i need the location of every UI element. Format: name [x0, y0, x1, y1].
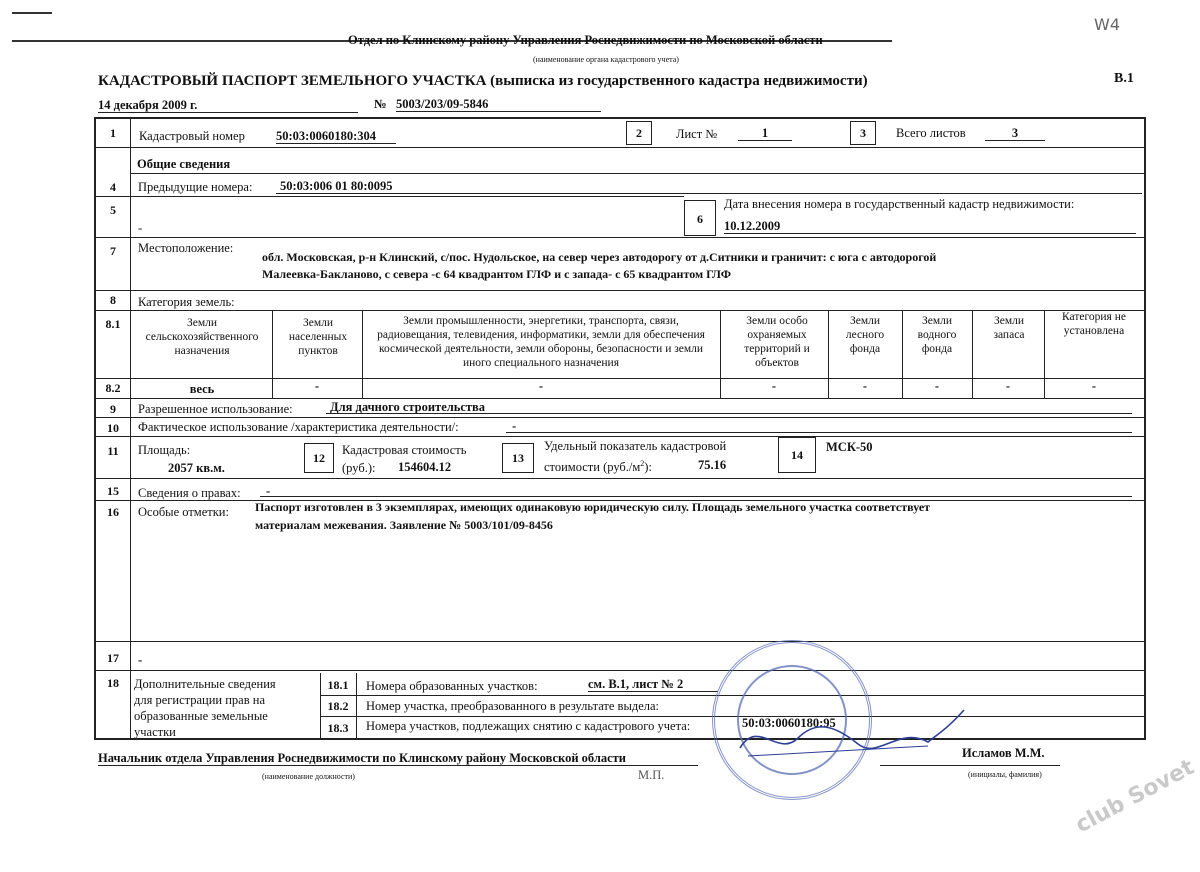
name-caption: (инициалы, фамилия) — [968, 770, 1042, 779]
row-divider — [94, 290, 1146, 291]
category-header-forest: Земли лесного фонда — [845, 315, 885, 355]
previous-numbers-label: Предыдущие номера: — [138, 180, 253, 194]
corner-mark: W4 — [1094, 15, 1120, 34]
underline — [276, 193, 1142, 194]
area-value: 2057 кв.м. — [168, 461, 225, 475]
category-value-agricultural: весь — [189, 382, 215, 396]
category-header-reserve: Земли запаса — [993, 315, 1025, 341]
category-value-reserve: - — [1005, 379, 1011, 393]
previous-numbers: 50:03:006 01 80:0095 — [280, 179, 393, 193]
category-header-agricultural: Земли сельскохозяйственного назначения — [145, 317, 259, 357]
location-line-1: обл. Московская, р-н Клинский, с/пос. Нудольское, на север через автодорогу от д.Ситники и граничит: с юга с автодорогой — [262, 250, 937, 264]
row-divider — [130, 173, 1146, 174]
category-value-water: - — [934, 379, 940, 393]
unit-value: 75.16 — [698, 458, 727, 472]
category-value-unset: - — [1091, 379, 1097, 393]
row-divider — [94, 478, 1146, 479]
row-divider — [94, 641, 1146, 642]
document-date: 14 декабря 2009 г. — [98, 98, 358, 113]
row5-value: - — [138, 221, 143, 235]
additional-info-line-2: для регистрации прав на — [134, 693, 265, 707]
unit-value-unit — [544, 457, 652, 474]
special-notes-line-2: материалам межевания. Заявление № 5003/101/09-8456 — [255, 518, 553, 532]
row-number-8-2: 8.2 — [105, 381, 121, 395]
seal-place-mark: М.П. — [638, 768, 665, 782]
additional-info-line-4: участки — [134, 725, 176, 739]
row-divider — [94, 398, 1146, 399]
row-number-11: 11 — [107, 444, 119, 458]
position-caption: (наименование должности) — [262, 772, 355, 781]
row-number-8-1: 8.1 — [105, 317, 121, 331]
cadastral-value: 154604.12 — [398, 460, 452, 474]
row-divider — [94, 436, 1146, 437]
name-underline — [880, 765, 1060, 766]
row-number-17: 17 — [107, 651, 119, 665]
row-number-13: 13 — [502, 443, 534, 473]
special-notes-line-1: Паспорт изготовлен в 3 экземплярах, имеющих одинаковую юридическую силу. Площадь земельного участка соответствует — [255, 500, 931, 514]
row-number-7: 7 — [110, 244, 116, 258]
category-header-settlements: Земли населенных пунктов — [288, 317, 348, 357]
transformed-parcel-label: Номер участка, преобразованного в результате выдела: — [366, 699, 660, 713]
permitted-use-label: Разрешенное использование: — [138, 402, 293, 416]
formed-parcels-label: Номера образованных участков: — [366, 679, 538, 693]
rights-label: Сведения о правах: — [138, 486, 241, 500]
row-number-5: 5 — [110, 203, 116, 217]
document-number: 5003/203/09-5846 — [396, 97, 601, 112]
signature — [728, 708, 968, 768]
cadastral-value-unit: (руб.): — [342, 461, 376, 475]
row-number-9: 9 — [110, 402, 116, 416]
rights-value: - — [266, 484, 271, 498]
unit-value-unit-power: 2 — [640, 459, 645, 468]
page-title: КАДАСТРОВЫЙ ПАСПОРТ ЗЕМЕЛЬНОГО УЧАСТКА (выписка из государственного кадастра недвижимости) — [98, 73, 868, 89]
row17-value: - — [138, 653, 143, 667]
actual-use-label: Фактическое использование /характеристика деятельности/: — [138, 420, 459, 434]
unit-value-unit-text: стоимости (руб./м — [544, 460, 641, 475]
category-header-water: Земли водного фонда — [917, 315, 957, 355]
category-header-protected: Земли особо охраняемых территорий и объектов — [744, 315, 810, 369]
row-number-18-3: 18.3 — [327, 721, 349, 735]
unit-value-unit-close: ): — [644, 460, 652, 475]
signer-name: Исламов М.М. — [962, 746, 1045, 760]
location-label: Местоположение: — [138, 241, 234, 255]
land-category-label: Категория земель: — [138, 295, 235, 309]
coordinate-system: МСК-50 — [826, 440, 873, 454]
row-divider — [94, 670, 1146, 671]
cadastral-value-label: Кадастровая стоимость — [342, 443, 467, 457]
row-number-10: 10 — [107, 421, 119, 435]
row-divider — [94, 196, 684, 197]
cell-divider — [356, 673, 357, 740]
unit-value-label: Удельный показатель кадастровой — [544, 439, 727, 453]
removed-parcels-label: Номера участков, подлежащих снятию с кадастрового учета: — [366, 719, 691, 733]
registration-date: 10.12.2009 — [724, 219, 1136, 234]
row-number-18: 18 — [107, 676, 119, 690]
row-number-8: 8 — [110, 293, 116, 307]
additional-info-line-1: Дополнительные сведения — [134, 677, 276, 691]
underline — [326, 413, 1132, 414]
cadastral-number-label: Кадастровый номер — [139, 129, 245, 143]
authority-caption: (наименование органа кадастрового учета) — [533, 55, 679, 64]
underline — [260, 496, 1132, 497]
category-value-industry: - — [538, 379, 544, 393]
total-sheets-label: Всего листов — [896, 126, 966, 140]
row-number-18-1: 18.1 — [327, 678, 349, 692]
category-header-unset: Категория не установлена — [1062, 311, 1126, 337]
row-divider — [94, 237, 1146, 238]
formed-parcels-value: см. В.1, лист № 2 — [588, 677, 718, 692]
form-code: В.1 — [1114, 71, 1134, 86]
row-number-15: 15 — [107, 484, 119, 498]
category-header-industry: Земли промышленности, энергетики, транспорта, связи, радиовещания, телевидения, информатики, земли для обеспечения космической деятельности, земли обороны, безопасности и земли иного специального назначения — [377, 315, 705, 369]
authority-name: Отдел по Клинскому району Управления Роснедвижимости по Московской области — [348, 33, 823, 47]
watermark-logo: club Sovet — [1071, 754, 1199, 839]
row-number-2: 2 — [626, 121, 652, 145]
row-divider — [94, 417, 1146, 418]
row-number-14: 14 — [778, 437, 816, 473]
row-divider — [94, 310, 1146, 311]
category-value-protected: - — [771, 379, 777, 393]
row-number-12: 12 — [304, 443, 334, 473]
total-sheets: 3 — [985, 126, 1045, 141]
category-value-settlements: - — [314, 379, 320, 393]
number-label: № — [374, 97, 387, 111]
area-label: Площадь: — [138, 443, 191, 457]
category-value-forest: - — [862, 379, 868, 393]
additional-info-line-3: образованные земельные — [134, 709, 268, 723]
row-divider — [94, 147, 1146, 148]
special-notes-label: Особые отметки: — [138, 505, 229, 519]
row-number-6: 6 — [684, 200, 716, 236]
cadastral-number: 50:03:0060180:304 — [276, 129, 396, 144]
row-number-1: 1 — [110, 126, 116, 140]
registration-date-label: Дата внесения номера в государственный кадастр недвижимости: — [724, 197, 1075, 211]
removed-parcels-value: 50:03:0060180:95 — [742, 716, 836, 730]
row-number-3: 3 — [850, 121, 876, 145]
row-number-18-2: 18.2 — [327, 699, 349, 713]
signer-position: Начальник отдела Управления Роснедвижимости по Клинскому району Московской области — [98, 751, 698, 766]
row-number-16: 16 — [107, 505, 119, 519]
sheet-number: 1 — [738, 126, 792, 141]
number-column-divider — [130, 117, 131, 740]
location-line-2: Малеевка-Бакланово, с севера -с 64 квадрантом ГЛФ и с запада- с 65 квадрантом ГЛФ — [262, 267, 732, 281]
top-mark — [12, 12, 52, 14]
sheet-label: Лист № — [676, 127, 718, 141]
general-section-title: Общие сведения — [137, 157, 231, 171]
permitted-use: Для дачного строительства — [330, 400, 486, 414]
underline — [506, 432, 1132, 433]
row-number-4: 4 — [110, 180, 116, 194]
actual-use: - — [512, 419, 517, 433]
